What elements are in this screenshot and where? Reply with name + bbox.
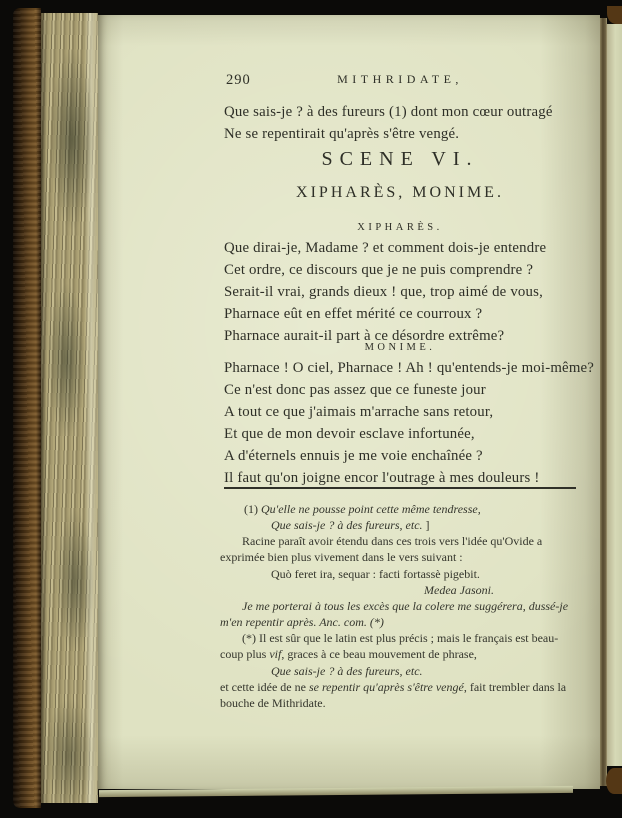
footnote-text-segment: Je me porterai à tous les excès que la colere me suggérera, dussé-je: [242, 598, 569, 613]
footnote-line: [220, 549, 576, 565]
footnote-text-segment: vif: [269, 647, 282, 662]
footnote-text-segment: et cette idée de ne: [220, 679, 309, 694]
printed-text-block: [220, 15, 595, 789]
speech-verse: [224, 357, 595, 489]
footnote-text-segment: exprimée bien plus vivement dans le vers suivant :: [220, 550, 463, 565]
verse-line: Pharnace ! O ciel, Pharnace ! Ah ! qu'entends-je moi-même?: [224, 360, 595, 376]
footnote-line: [271, 663, 576, 679]
verse-line: Serait-il vrai, grands dieux ! que, trop aimé de vous,: [224, 284, 543, 300]
footnote-line: [424, 582, 576, 598]
verse-line: Cet ordre, ce discours que je ne puis comprendre ?: [224, 262, 534, 278]
footnote-text-segment: coup plus: [220, 647, 270, 662]
footnote-text-segment: Medea Jasoni.: [424, 582, 494, 597]
footnote-line: [242, 598, 576, 614]
verse-line: Ce n'est donc pas assez que ce funeste jour: [224, 382, 486, 398]
facing-page-sliver: [607, 24, 622, 766]
verse-line: Et que de mon devoir esclave infortunée,: [224, 426, 475, 442]
footnote-line: [242, 630, 576, 646]
running-title: MITHRIDATE,: [337, 72, 463, 86]
verse-line: Pharnace aurait-il part à ce désordre extrême?: [224, 328, 505, 344]
book-page: [98, 15, 600, 789]
footnote-line: [220, 695, 576, 711]
book-spine: [13, 8, 41, 808]
footnote-rule: [224, 487, 576, 489]
footnote-text-segment: Que sais-je ? à des fureurs, etc.: [271, 518, 423, 533]
footnotes-block: [220, 501, 576, 711]
footnote-line: [271, 517, 576, 533]
page-number: 290: [226, 72, 251, 88]
verse-line: Il faut qu'on joigne encor l'outrage à mes douleurs !: [224, 470, 540, 486]
footnote-text-segment: bouche de Mithridate.: [220, 695, 326, 710]
footnote-text-segment: Racine paraît avoir étendu dans ces trois vers l'idée qu'Ovide a: [242, 534, 543, 549]
footnote-text-segment: (1): [244, 502, 261, 516]
verse-line: Que dirai-je, Madame ? et comment dois-je entendre: [224, 240, 547, 256]
opening-verse: [224, 101, 576, 145]
verse-line: A d'éternels ennuis je me voie enchaînée ?: [224, 448, 483, 464]
speaker-name: MONIME.: [364, 342, 436, 353]
footnote-line: [242, 533, 576, 549]
speaker-name: XIPHARÈS.: [357, 222, 443, 233]
footnote-text-segment: se repentir qu'après s'être vengé: [308, 679, 464, 694]
footnote-text-segment: Que sais-je ? à des fureurs, etc.: [271, 663, 423, 678]
footnote-text-segment: Qu'elle ne pousse point cette même tendresse,: [261, 502, 481, 516]
footnote-line: [220, 646, 576, 662]
footnote-line: [244, 501, 576, 517]
footnote-text-segment: ]: [422, 518, 430, 533]
footnote-line: [220, 614, 576, 630]
verse-line: Ne se repentirait qu'après s'être vengé.: [224, 126, 460, 142]
footnote-text-segment: , graces à ce beau mouvement de phrase,: [281, 647, 477, 662]
footnote-line: [271, 566, 576, 582]
verse-line: A tout ce que j'aimais m'arrache sans retour,: [224, 404, 494, 420]
speech-verse: [224, 237, 576, 347]
verse-line: Que sais-je ? à des fureurs (1) dont mon cœur outragé: [224, 104, 553, 120]
footnote-text-segment: (*) Il est sûr que le latin est plus précis ; mais le français est beau-: [242, 631, 559, 646]
scene-characters: XIPHARÈS, MONIME.: [296, 184, 504, 201]
verse-line: Pharnace eût en effet mérité ce courroux ?: [224, 306, 483, 322]
book-page-edges-stack: [41, 13, 98, 803]
cover-corner-bottom: [606, 768, 622, 794]
footnote-text-segment: , fait trembler dans la: [463, 679, 567, 694]
binding-gutter: [600, 18, 607, 786]
footnote-line: [220, 679, 576, 695]
cover-corner-top: [607, 6, 622, 24]
footnote-text-segment: m'en repentir après. Anc. com. (*): [220, 615, 384, 630]
footnote-text-segment: Quò feret ira, sequar : facti fortassè pigebit.: [271, 566, 480, 581]
scene-heading: SCENE VI.: [321, 148, 479, 170]
